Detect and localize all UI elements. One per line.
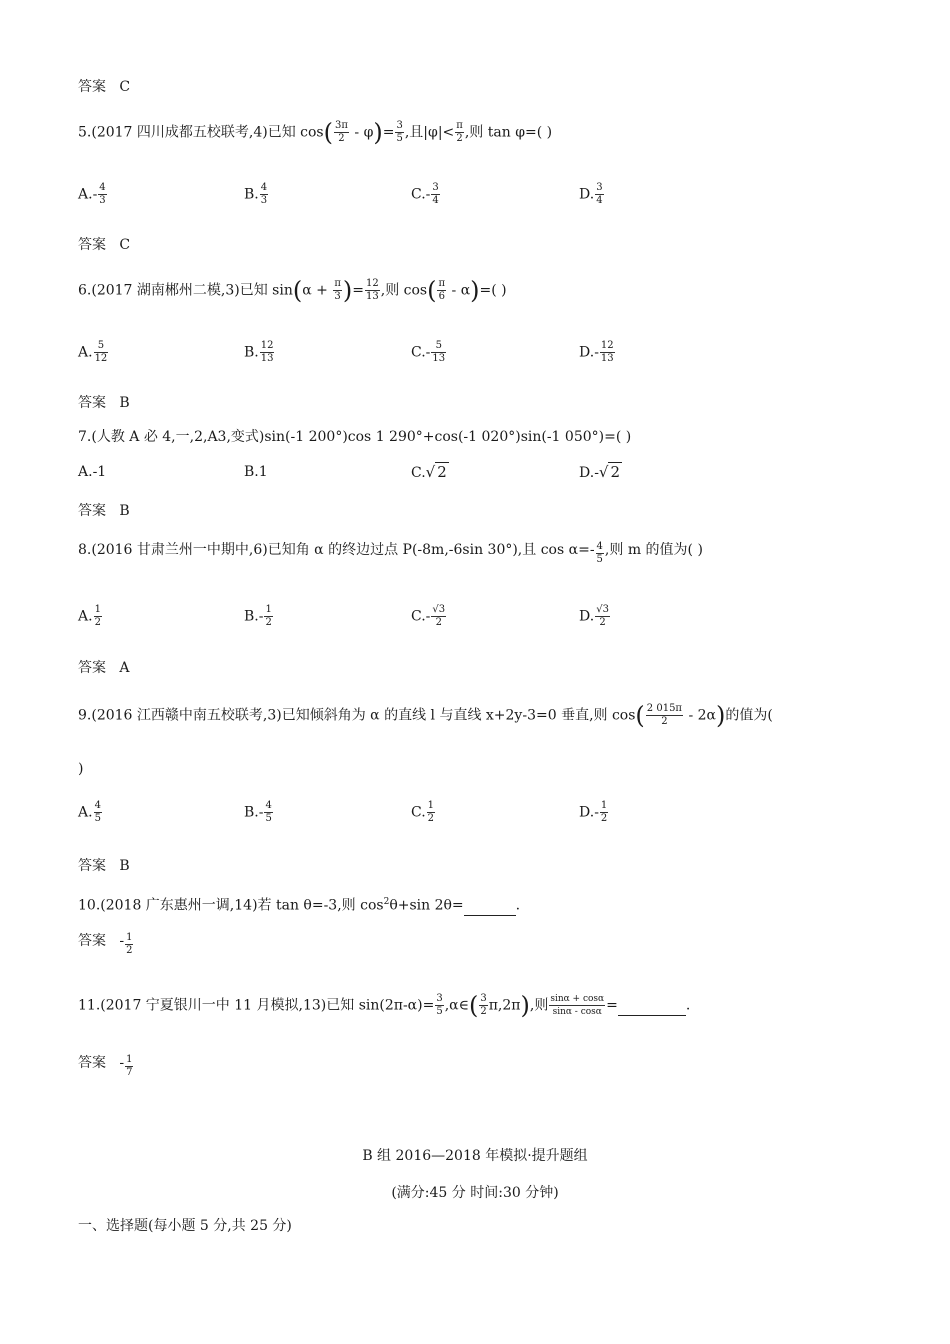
- answer-value: C: [119, 79, 131, 95]
- question-5: 5.(2017 四川成都五校联考,4)已知 cos( $\frac{3\pi}{2}$ - φ)= $\frac{3}{5}$ ,且|φ|< $\frac{\pi}{2}$ ,则 tan φ=( ): [78, 118, 553, 147]
- answer-line-q5: 答案 C: [78, 237, 131, 253]
- option-c: C. $\frac{1}{2}$: [411, 800, 435, 824]
- option-b: B. $\frac{12}{13}$: [244, 340, 274, 364]
- option-d: D.-√ 2: [579, 463, 621, 481]
- answer-line-q7: 答案 B: [78, 503, 130, 519]
- sqrt: √ 2: [425, 463, 447, 481]
- option-d: D.- $\frac{12}{13}$: [579, 340, 614, 364]
- option-d: D.- $\frac{1}{2}$: [579, 800, 608, 824]
- option-a: A.-1: [78, 464, 107, 480]
- section-subtitle: (满分:45 分 时间:30 分钟): [391, 1185, 559, 1201]
- option-b: B. $\frac{4}{3}$: [244, 182, 268, 206]
- question-10: 10.(2018 广东惠州一调,14)若 tan θ=-3,则 $\cos^2\theta+\sin$ 2θ= .: [78, 897, 521, 914]
- question-6: 6.(2017 湖南郴州二模,3)已知 sin(α + $\frac{\pi}{3}$ )= $\frac{12}{13}$ ,则 cos( $\frac{\pi}{6}$ - α)=( ): [78, 276, 507, 305]
- option-c: C.- $\frac{√3}{2}$: [411, 604, 446, 628]
- question-text: 5.(2017 四川成都五校联考,4)已知 cos: [78, 124, 324, 141]
- option-c: C.√ 2: [411, 463, 447, 481]
- option-d: D. $\frac{3}{4}$: [579, 182, 603, 206]
- fraction: $\frac{3\pi}{2}$: [335, 120, 348, 144]
- left-paren: (: [323, 118, 333, 147]
- option-d: D. $\frac{√3}{2}$: [579, 604, 609, 628]
- answer-line-q11: 答案 - $\frac{1}{7}$: [78, 1054, 133, 1078]
- answer-line-q8: 答案 A: [78, 660, 130, 676]
- answer-line-q6: 答案 B: [78, 395, 130, 411]
- fraction: $\frac{3}{5}$: [396, 120, 403, 144]
- option-b: B.1: [244, 464, 268, 480]
- fraction: $\frac{\pi}{2}$: [456, 120, 463, 144]
- option-a: A. $\frac{1}{2}$: [78, 604, 101, 628]
- option-b: B.- $\frac{1}{2}$: [244, 604, 272, 628]
- answer-line-q9: 答案 B: [78, 858, 130, 874]
- answer-line-q4: [78, 78, 130, 96]
- answer-blank: [618, 997, 686, 1016]
- answer-line-q10: 答案 - $\frac{1}{2}$: [78, 932, 133, 956]
- option-c: C.- $\frac{5}{13}$: [411, 340, 446, 364]
- question-9: 9.(2016 江西赣中南五校联考,3)已知倾斜角为 α 的直线 l 与直线 x+2y-3=0 垂直,则 cos( $\frac{2 015\pi}{2}$ - 2α)的值为(: [78, 701, 773, 730]
- right-paren: ): [373, 118, 383, 147]
- answer-blank: [464, 897, 516, 916]
- option-c: C.- $\frac{3}{4}$: [411, 182, 439, 206]
- answer-label: 答案: [78, 79, 106, 95]
- option-a: A. $\frac{4}{5}$: [78, 800, 101, 824]
- part-heading: 一、选择题(每小题 5 分,共 25 分): [78, 1218, 292, 1234]
- section-title: B 组 2016—2018 年模拟·提升题组: [362, 1148, 588, 1164]
- option-a: A.- $\frac{4}{3}$: [78, 182, 106, 206]
- question-11: 11.(2017 宁夏银川一中 11 月模拟,13)已知 sin(2π-α)= $\frac{3}{5}$ ,α∈( $\frac{3}{2}$ π,2π),则 $\frac{\sin\alpha + \cos\alpha}{\sin\alpha - \cos\alpha}$ = .: [78, 991, 691, 1020]
- question-9-continued: ): [78, 761, 84, 777]
- question-8: 8.(2016 甘肃兰州一中期中,6)已知角 α 的终边过点 P(-8m,-6sin 30°),且 cos α=- $\frac{4}{5}$ ,则 m 的值为( ): [78, 541, 703, 565]
- sqrt: √ 2: [598, 463, 621, 481]
- option-a: A. $\frac{5}{12}$: [78, 340, 108, 364]
- question-7: 7.(人教 A 必 4,一,2,A3,变式)sin(-1 200°)cos 1 290°+cos(-1 020°)sin(-1 050°)=( ): [78, 429, 632, 445]
- option-b: B.- $\frac{4}{5}$: [244, 800, 272, 824]
